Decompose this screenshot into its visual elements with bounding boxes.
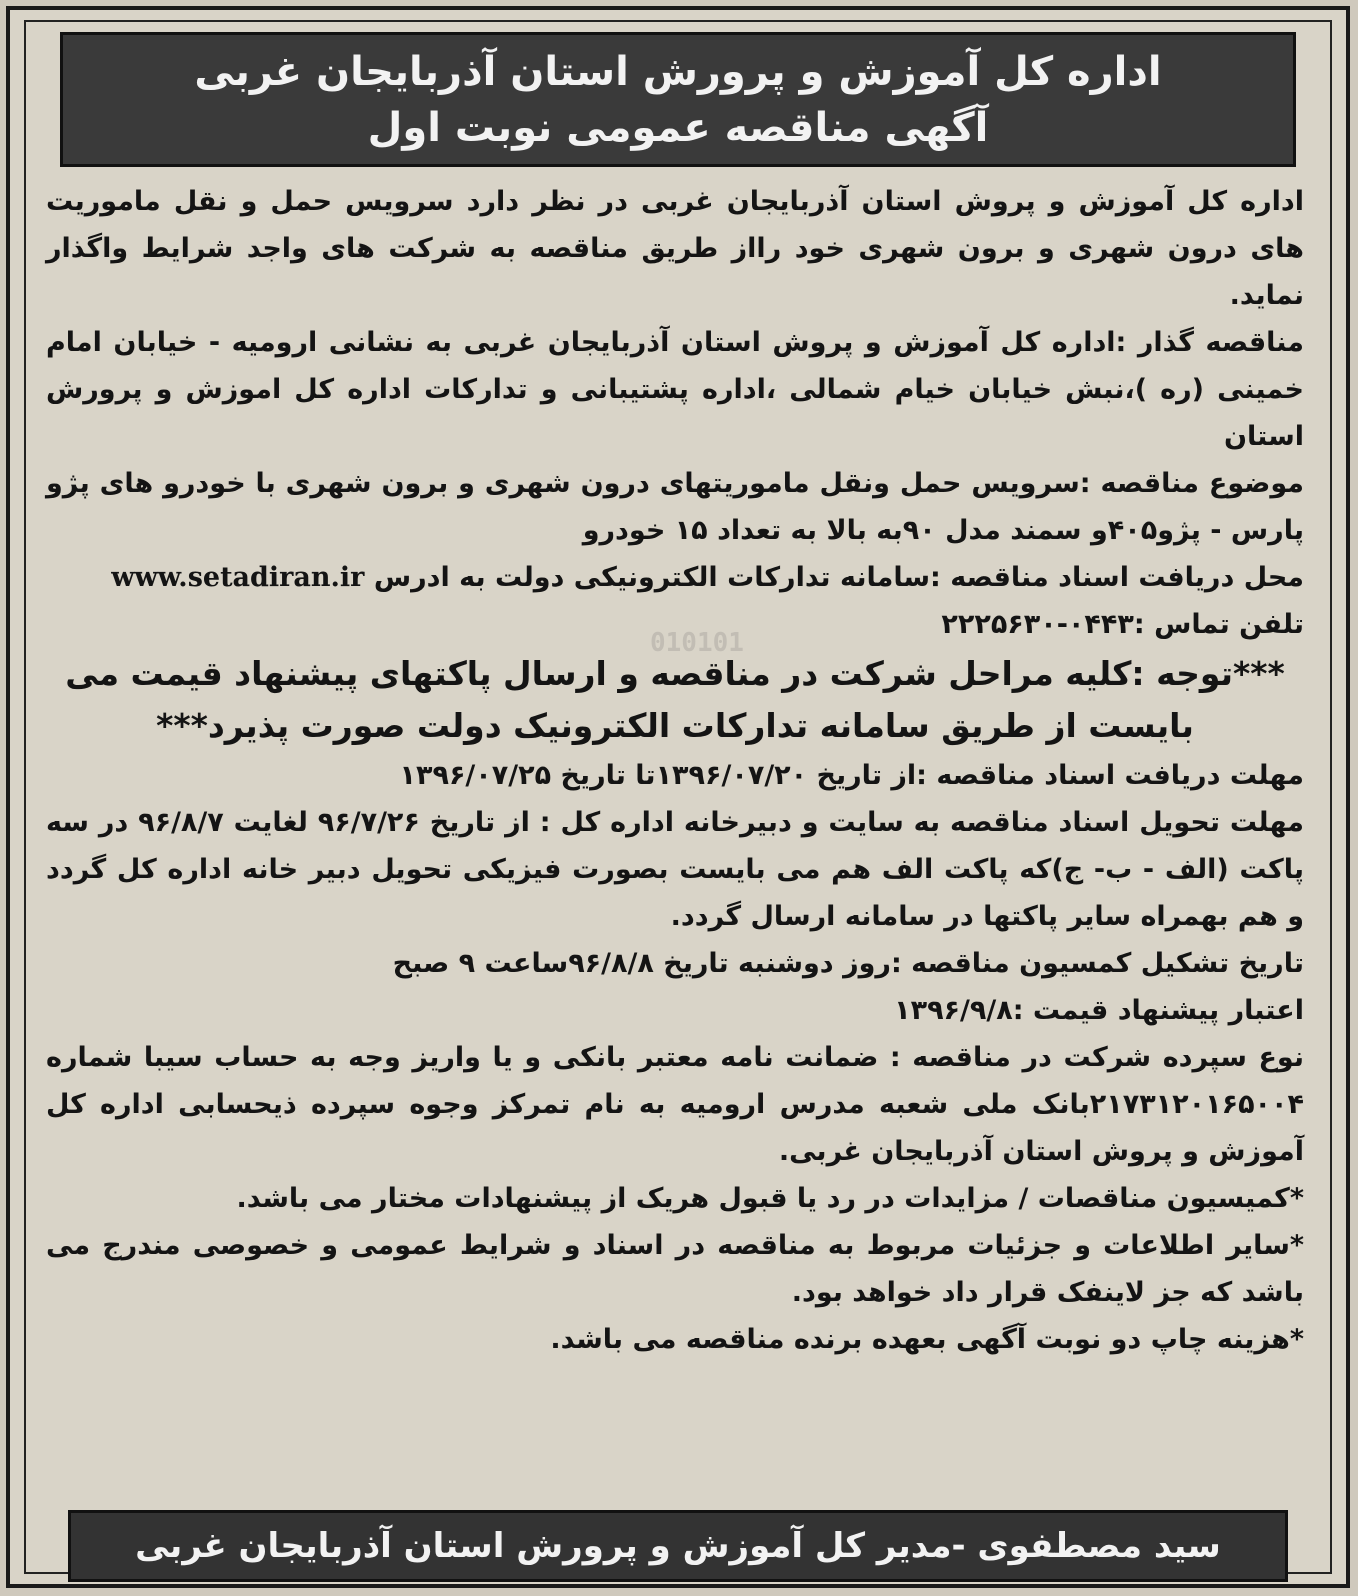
subject-paragraph: موضوع مناقصه :سرویس حمل ونقل ماموریتهای درون شهری و برون شهری با خودرو های پژو پارس - پژو۴۰۵و سمند مدل ۹۰به بالا به تعداد ۱۵ خودرو: [46, 468, 1304, 546]
note-3: *هزینه چاپ دو نوبت آگهی بعهده برنده مناقصه می باشد.: [550, 1324, 1304, 1355]
deposit-paragraph: نوع سپرده شرکت در مناقصه : ضمانت نامه معتبر بانکی و یا واریز وجه به حساب سیبا شماره ۲۱۷۳۱۲۰۱۶۵۰۰۴بانک ملی شعبه مدرس ارومیه به نام تمرکز وجوه سپرده ذیحسابی اداره کل آموزش و پروش استان آذربایجان غربی.: [46, 1042, 1304, 1167]
newspaper-clipping: [6, 6, 1350, 1588]
delivery-deadline-paragraph: مهلت تحویل اسناد مناقصه به سایت و دبیرخانه اداره کل : از تاریخ ۹۶/۷/۲۶ لغایت ۹۶/۸/۷ در سه پاکت (الف - ب- ج)که پاکت الف هم می بایست بصورت فیزیکی تحویل دبیر خانه اداره کل گردد و هم بهمراه سایر پاکتها در سامانه ارسال گردد.: [46, 807, 1304, 932]
note-2: *سایر اطلاعات و جزئیات مربوط به مناقصه در اسناد و شرایط عمومی و خصوصی مندرج می باشد که جز لاینفک قرار داد خواهد بود.: [46, 1230, 1304, 1308]
signature-text: سید مصطفوی -مدیر کل آموزش و پرورش استان آذربایجان غربی: [135, 1526, 1221, 1566]
notice-paragraph: ***توجه :کلیه مراحل شرکت در مناقصه و ارسال پاکتهای پیشنهاد قیمت می بایست از طریق سامانه تدارکات الکترونیک دولت صورت پذیرد***: [65, 654, 1285, 745]
header-subtitle: آگهی مناقصه عمومی نوبت اول: [367, 104, 989, 151]
validity-paragraph: اعتبار پیشنهاد قیمت :۱۳۹۶/۹/۸: [894, 995, 1304, 1026]
footer-signature-banner: [68, 1510, 1288, 1582]
website-link[interactable]: www.setadiran.ir: [111, 562, 365, 593]
docs-location-paragraph: [46, 554, 1304, 601]
docs-location-text: محل دریافت اسناد مناقصه :سامانه تدارکات الکترونیکی دولت به ادرس: [373, 562, 1304, 593]
phone-paragraph: تلفن تماس :۰۴۴۳-۲۲۲۵۶۳۰: [941, 609, 1304, 640]
intro-paragraph: اداره کل آموزش و پروش استان آذربایجان غربی در نظر دارد سرویس حمل و نقل ماموریت های درون شهری و برون شهری خود رااز طریق مناقصه به شرکت های واجد شرایط واگذار نماید.: [46, 186, 1304, 311]
note-1: *کمیسیون مناقصات / مزایدات در رد یا قبول هریک از پیشنهادات مختار می باشد.: [236, 1183, 1304, 1214]
commission-date-paragraph: تاریخ تشکیل کمسیون مناقصه :روز دوشنبه تاریخ ۹۶/۸/۸ساعت ۹ صبح: [392, 948, 1304, 979]
header-title: اداره کل آموزش و پرورش استان آذربایجان غربی: [194, 48, 1162, 95]
watermark: 010101: [650, 628, 744, 658]
receive-deadline-paragraph: مهلت دریافت اسناد مناقصه :از تاریخ ۱۳۹۶/۰۷/۲۰تا تاریخ ۱۳۹۶/۰۷/۲۵: [399, 760, 1304, 791]
tender-party-paragraph: مناقصه گذار :اداره کل آموزش و پروش استان آذربایجان غربی به نشانی ارومیه - خیابان امام خمینی (ره )،نبش خیابان خیام شمالی ،اداره پشتیبانی و تدارکات اداره کل اموزش و پرورش استان: [46, 327, 1304, 452]
announcement-body: [46, 178, 1304, 1363]
header-banner: [60, 32, 1296, 167]
